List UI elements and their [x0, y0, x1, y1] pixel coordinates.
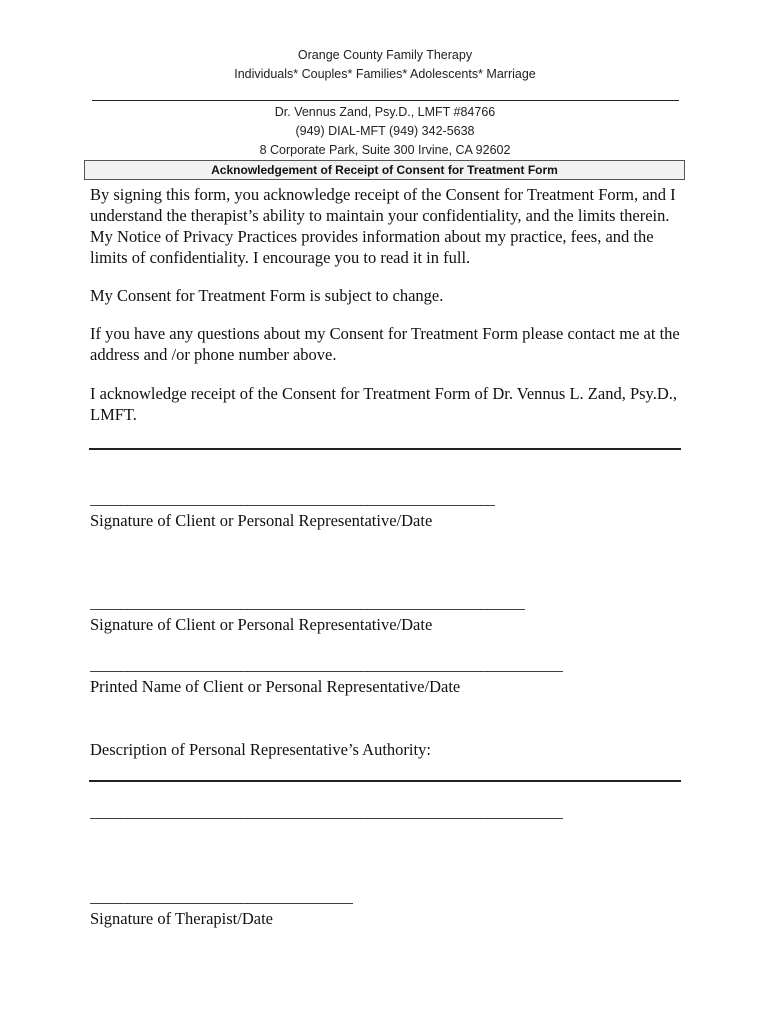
paragraph-acknowledgement: By signing this form, you acknowledge receipt of the Consent for Treatment Form, and I understand the therapist’s ability to maintain your confidentiality, and the limits therein. My Notice of Privacy Practices provides information about my practice, fees, and the limits of confidentiality. I encourage you to read it in full. — [90, 185, 676, 267]
client-signature-label-1: Signature of Client or Personal Representative/Date — [90, 511, 433, 530]
printed-name-label: Printed Name of Client or Personal Representative/Date — [90, 677, 461, 696]
therapist-signature-line[interactable]: ___________________________________ — [90, 889, 353, 906]
therapist-signature-label: Signature of Therapist/Date — [90, 909, 273, 928]
address-line: 8 Corporate Park, Suite 300 Irvine, CA 92602 — [259, 143, 511, 157]
services-line: Individuals* Couples* Families* Adolescents* Marriage — [234, 67, 536, 81]
paragraph-receipt: I acknowledge receipt of the Consent for Treatment Form of Dr. Vennus L. Zand, Psy.D., LMFT. — [90, 384, 678, 424]
practice-name: Orange County Family Therapy — [297, 48, 473, 62]
form-title: Acknowledgement of Receipt of Consent for Treatment Form — [84, 160, 685, 180]
authority-description-line[interactable]: _______________________________________________________________ — [90, 804, 563, 821]
section-divider — [89, 448, 681, 450]
authority-divider — [89, 780, 681, 782]
printed-name-line[interactable]: _______________________________________________________________ — [90, 657, 563, 674]
paragraph-questions: If you have any questions about my Consent for Treatment Form please contact me at the address and /or phone number above. — [90, 324, 680, 364]
client-signature-label-2: Signature of Client or Personal Representative/Date — [90, 615, 433, 634]
therapist-credentials: Dr. Vennus Zand, Psy.D., LMFT #84766 — [274, 105, 496, 119]
header-divider — [92, 100, 679, 101]
authority-label: Description of Personal Representative’s Authority: — [90, 740, 431, 759]
phone-line: (949) DIAL-MFT (949) 342-5638 — [295, 124, 475, 138]
paragraph-subject-to-change: My Consent for Treatment Form is subject to change. — [90, 286, 444, 305]
client-signature-line-2[interactable]: __________________________________________________________ — [90, 595, 525, 612]
client-signature-line-1[interactable]: ______________________________________________________ — [90, 491, 495, 508]
